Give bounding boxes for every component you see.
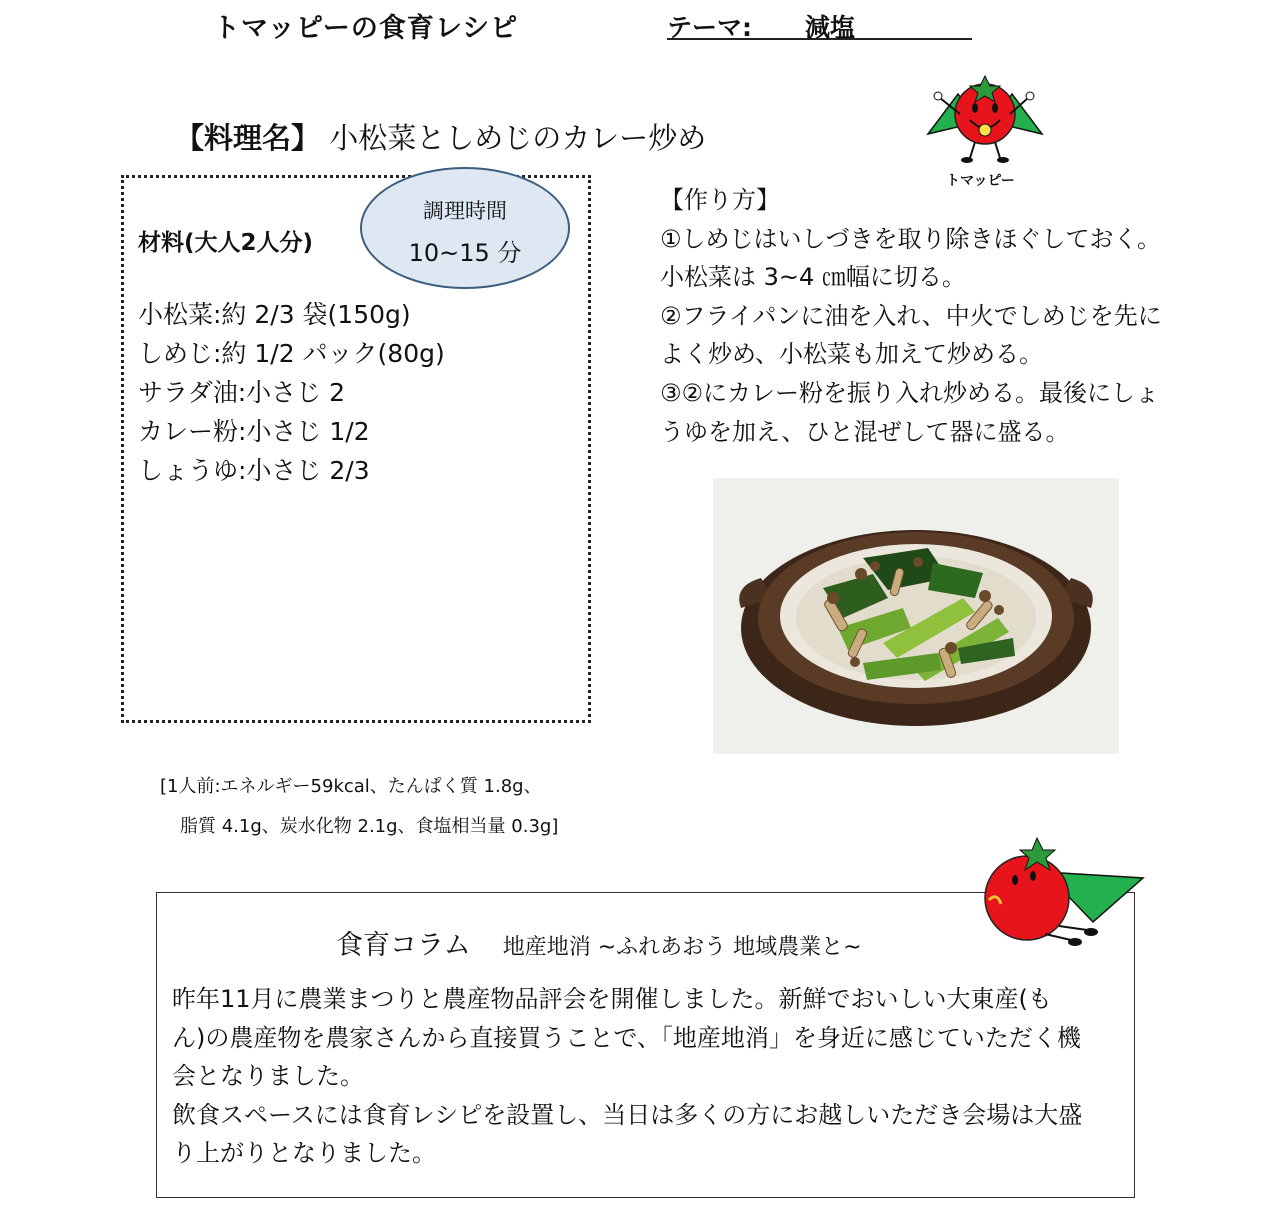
ingredient-item: 小松菜:約 2/3 袋(150g) (138, 300, 411, 329)
ingredient-item: しめじ:約 1/2 パック(80g) (138, 339, 445, 368)
column-subtitle: 地産地消 ~ふれあおう 地域農業と~ (502, 935, 862, 960)
step-line: ①しめじはいしづきを取り除きほぐしておく。 (660, 224, 1162, 253)
theme-value: 減塩 (805, 13, 856, 42)
tomappy-mascot-logo (920, 72, 1050, 190)
column-title: 食育コラム (336, 930, 471, 961)
ingredient-item: しょうゆ:小さじ 2/3 (138, 456, 370, 485)
column-line: 飲食スペースには食育レシピを設置し、当日は多くの方にお越しいただき会場は大盛 (172, 1100, 1083, 1129)
step-line: うゆを加え、ひと混ぜして器に盛る。 (660, 417, 1070, 446)
cooking-steps (660, 181, 1200, 451)
column-body (172, 980, 1132, 1173)
ingredient-item: カレー粉:小さじ 1/2 (138, 417, 370, 446)
dish-photo (713, 478, 1119, 754)
column-line: 会となりました。 (172, 1062, 364, 1090)
recipe-series-title: トマッピーの食育レシピ (213, 13, 519, 44)
column-title-row (336, 923, 862, 962)
column-line: ん)の農産物を農家さんから直接買うことで、「地産地消」を身近に感じていただく機 (172, 1023, 1081, 1052)
ingredient-item: サラダ油:小さじ 2 (138, 378, 346, 407)
cooking-time-label: 調理時間 (423, 199, 507, 223)
theme-label: テーマ: (667, 13, 752, 42)
step-line: ②フライパンに油を入れ、中火でしめじを先に (660, 301, 1162, 330)
step-line: よく炒め、小松菜も加えて炒める。 (660, 340, 1044, 369)
nutrition-line-2: 脂質 4.1g、炭水化物 2.1g、食塩相当量 0.3g] (180, 816, 559, 837)
dish-name: 小松菜としめじのカレー炒め (329, 121, 707, 155)
step-line: 小松菜は 3~4 ㎝幅に切る。 (660, 263, 966, 292)
steps-heading: 【作り方】 (660, 186, 780, 214)
column-line: 昨年11月に農業まつりと農産物品評会を開催しました。新鮮でおいしい大東産(も (172, 985, 1052, 1013)
ingredients-list (138, 295, 445, 490)
tomappy-flying-icon (975, 830, 1150, 965)
ingredients-heading: 材料(大人2人分) (138, 230, 314, 256)
dish-title (175, 116, 706, 157)
dish-label: 【料理名】 (175, 121, 321, 155)
nutrition-info (160, 767, 558, 847)
nutrition-line-1: [1人前:エネルギー59kcal、たんぱく質 1.8g、 (160, 776, 542, 797)
mascot-name: トマッピー (946, 173, 1015, 189)
cooking-time-badge (360, 167, 570, 289)
column-line: り上がりとなりました。 (172, 1139, 436, 1167)
dish-plate-image (713, 478, 1119, 754)
cooking-time-value: 10~15 分 (408, 239, 522, 267)
step-line: ③②にカレー粉を振り入れ炒める。最後にしょ (660, 378, 1160, 407)
tomappy-flying-mascot (975, 830, 1150, 965)
theme-field (667, 8, 972, 40)
